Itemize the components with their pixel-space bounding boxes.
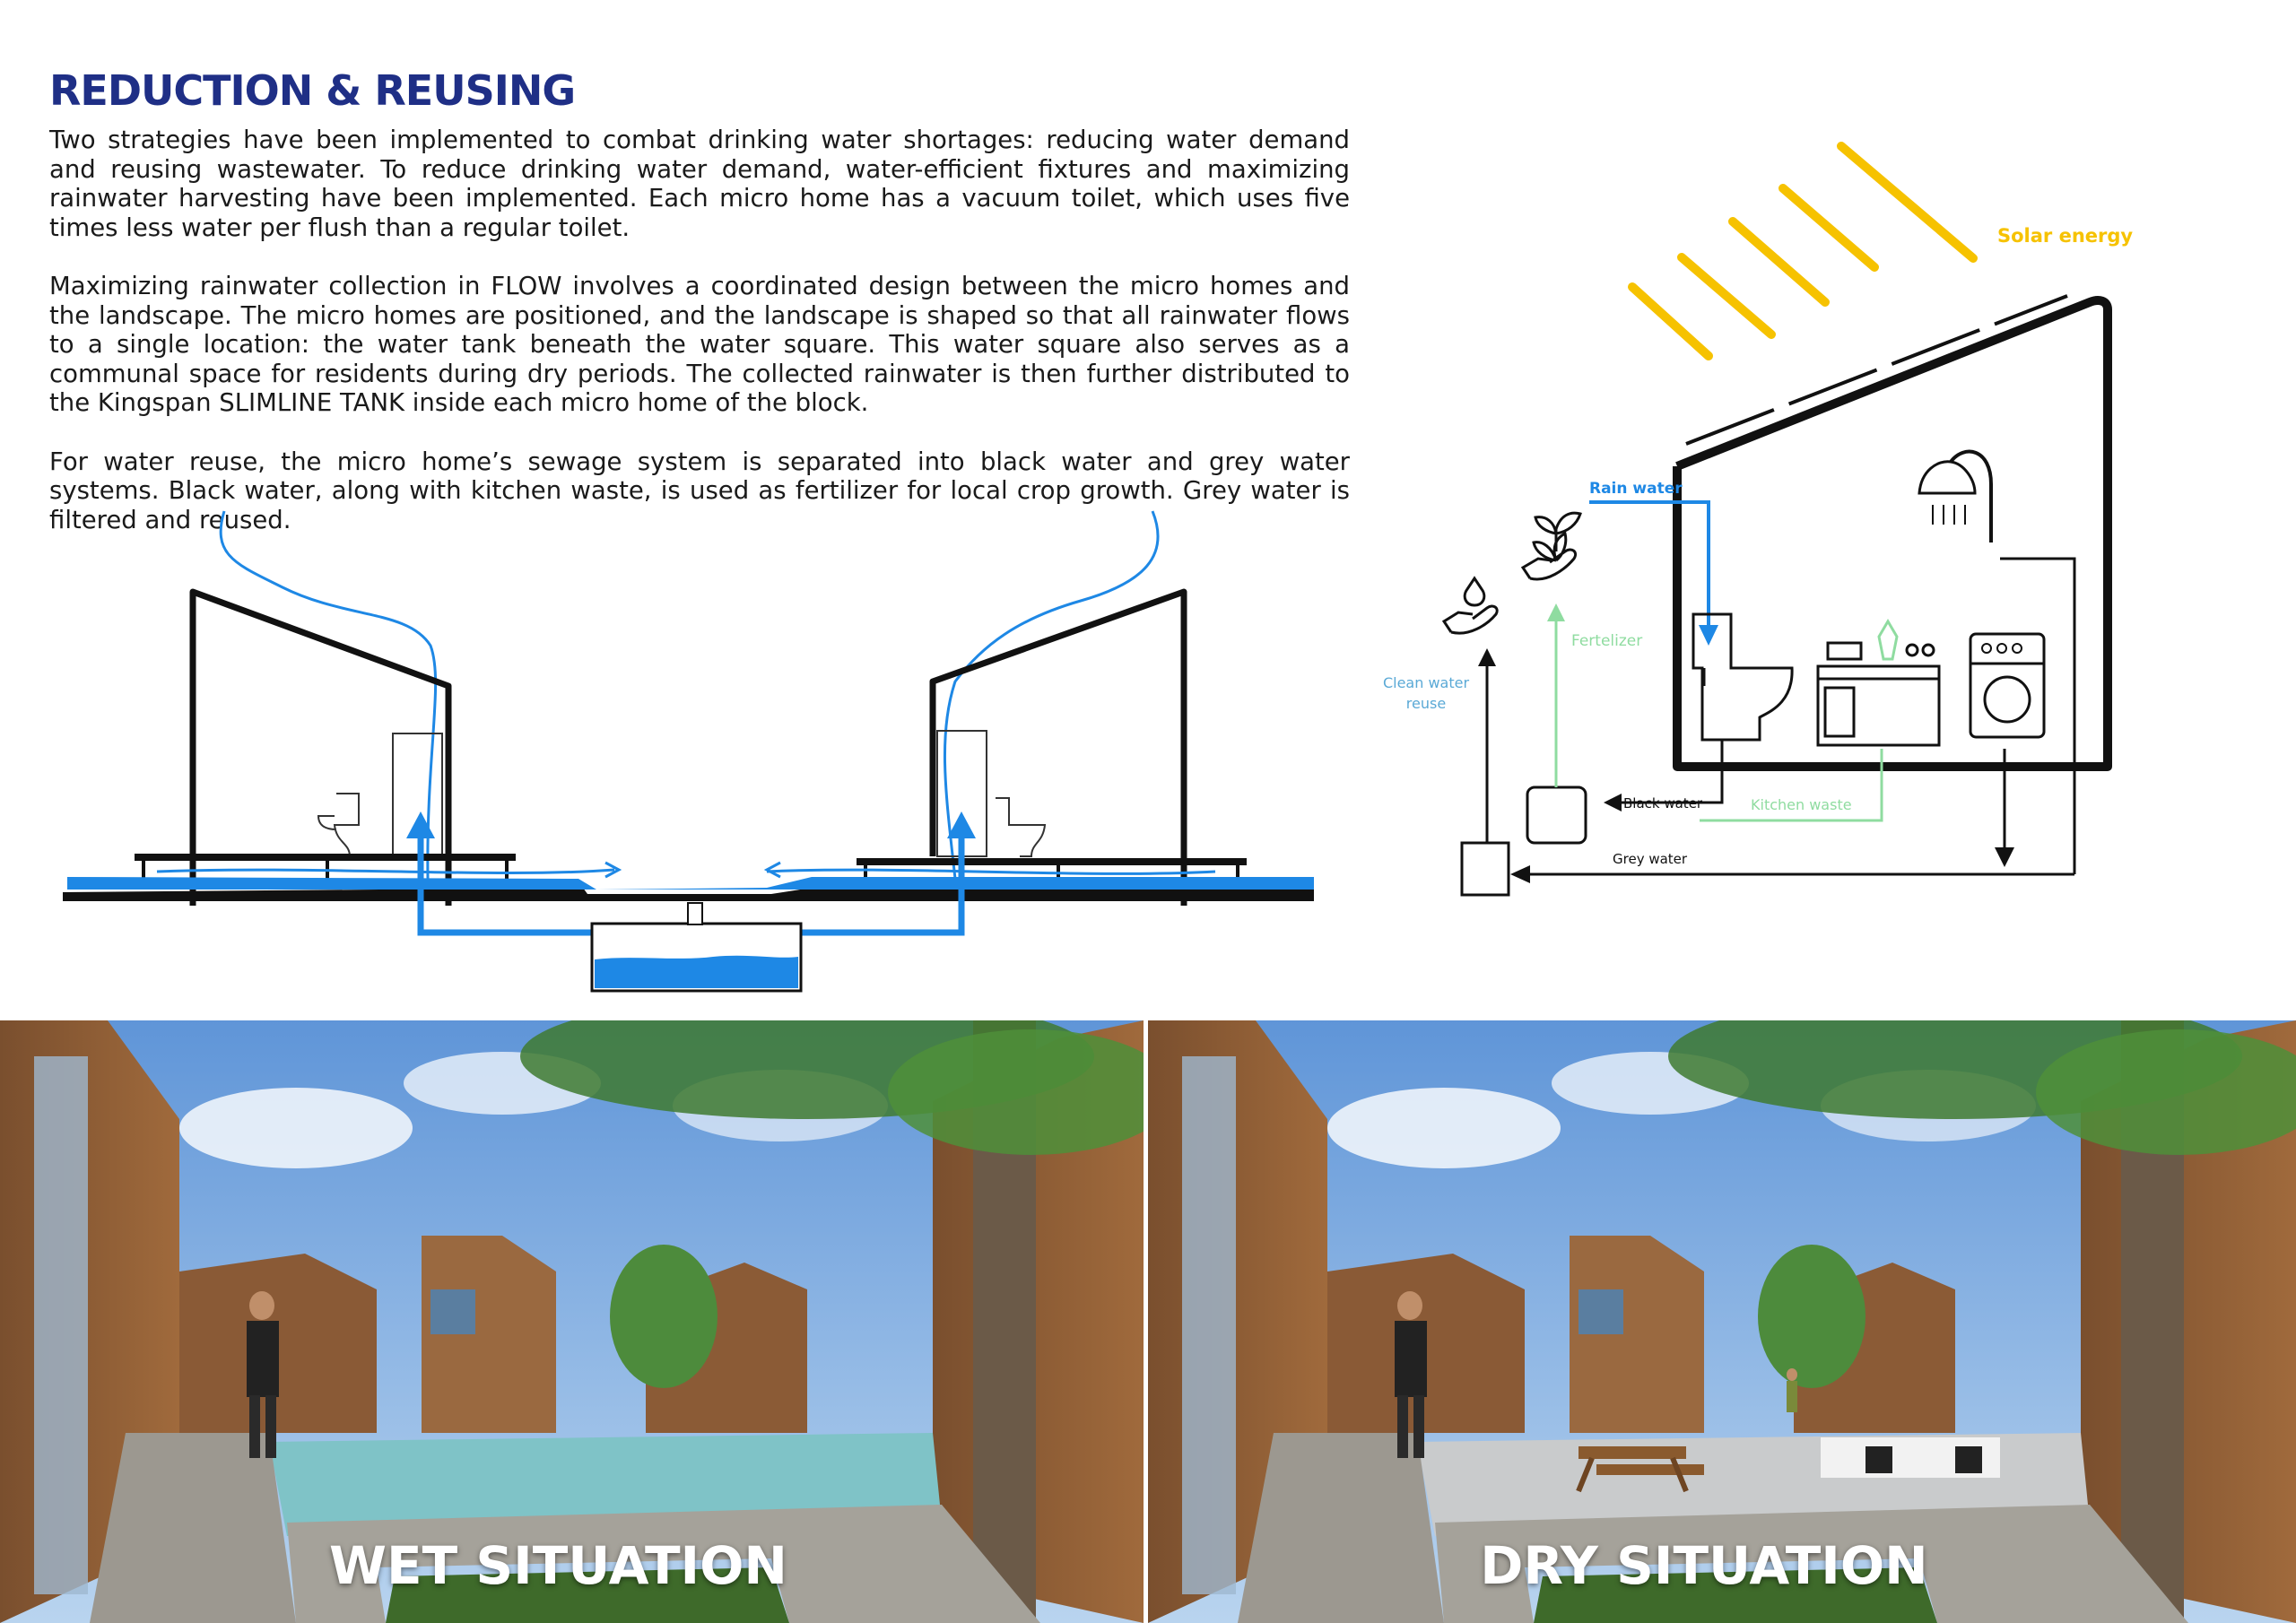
dry-situation-label: DRY SITUATION [1480,1535,1928,1596]
shower-icon [1951,452,1991,542]
toilet-left-icon [318,794,359,856]
section-diagram [49,502,1323,1004]
toilet-right-icon [996,798,1045,856]
rain-water-label: Rain water [1589,480,1683,498]
solar-energy-label: Solar energy [1997,225,2134,247]
water-drop-hand-icon [1444,578,1497,633]
grey-water-tank [1462,843,1509,895]
paragraph-reuse: For water reuse, the micro home’s sewage system is separated into black water and grey water systems. Black water, along with kitchen waste, is used as fertilizer for local crop growth. Grey water is filtered and reused. [49,447,1350,534]
dry-situation-render [1148,1020,2296,1623]
dry-scene [1148,1020,2296,1623]
solar-ray [1682,257,1771,334]
kitchen-waste-label: Kitchen waste [1751,796,1852,813]
clean-water-label-line2: reuse [1405,695,1447,712]
body-text [49,126,1350,564]
solar-ray [1783,188,1874,267]
page-title: REDUCTION & REUSING [49,66,576,115]
solar-ray [1632,287,1709,356]
grey-water-label: Grey water [1613,851,1688,867]
wet-situation-label: WET SITUATION [329,1535,787,1596]
rain-flow-right [944,511,1158,879]
wet-situation-render [0,1020,1144,1623]
black-water-label: Black water [1623,795,1703,812]
solar-ray [1841,146,1973,258]
water-cycle-diagram [1372,130,2287,919]
paragraph-rainwater: Maximizing rainwater collection in FLOW involves a coordinated design between the micro homes and the landscape. The micro homes are positioned, and the landscape is shaped so that all rainwater flows to a single location: the water tank beneath the water square. This water square also serves as a communal space for residents during dry periods. The collected rainwater is then further distributed to the Kingspan SLIMLINE TANK inside each micro home of the block. [49,272,1350,417]
fertilizer-label: Fertelizer [1571,632,1643,650]
rain-flow-left [221,511,435,879]
surface-water [67,877,1314,890]
wet-scene [0,1020,1144,1623]
solar-ray [1733,221,1825,302]
compost-bin [1527,787,1586,843]
paragraph-strategies: Two strategies have been implemented to combat drinking water shortages: reducing water demand and reusing wastewater. To reduce drinking water demand, water-efficient fixtures and maximizing rainwater harvesting have been implemented. Each micro home has a vacuum toilet, which uses five times less water per flush than a regular toilet. [49,126,1350,242]
clean-water-label-line1: Clean water [1382,674,1470,691]
plant-hand-icon [1523,513,1580,579]
